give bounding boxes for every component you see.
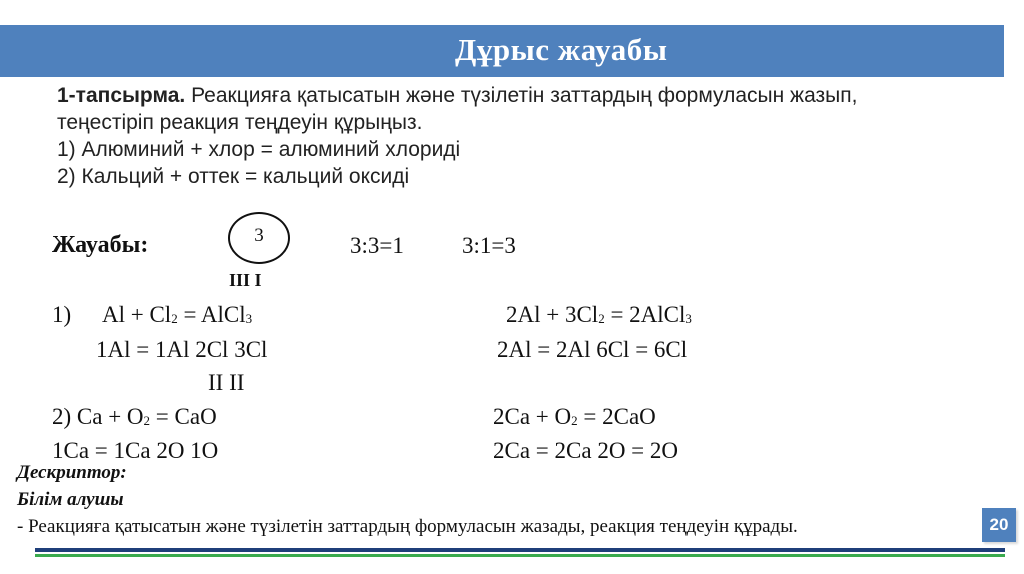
- reaction2-left: 2) $Ca + O_2$ = CaO: [52, 404, 217, 429]
- valences-1: III I: [229, 270, 262, 290]
- task-text-1: Реакцияға қатысатын және түзілетін заттардың формуласын жазып,: [185, 84, 858, 107]
- answer-label: Жауабы:: [52, 232, 149, 258]
- footer-rule-blue: [35, 548, 1005, 552]
- reaction1-left: $Al + Cl_2$ = AlCl$_3$: [102, 302, 253, 327]
- reaction2-atom-check: 1Ca = 1Ca 2O 1O: [52, 438, 219, 463]
- reaction1-balanced: $2Al + 3Cl_2$ = 2AlCl$_3$: [506, 302, 692, 327]
- task-item-1: 1) Алюминий + хлор = алюминий хлориді: [57, 138, 461, 161]
- circle-value: 3: [254, 225, 264, 246]
- reaction1-balanced-check: 2Al = 2Al 6Cl = 6Cl: [497, 337, 688, 362]
- task-line-1: [57, 82, 977, 109]
- descriptor-item: - Реакцияға қатысатын және түзілетін заттардың формуласын жазады, реакция теңдеуін құрады.: [17, 516, 798, 537]
- circled-lcm: [228, 212, 290, 264]
- reaction1-number: 1): [52, 302, 72, 327]
- task-item-2: 2) Кальций + оттек = кальций оксиді: [57, 165, 410, 188]
- reaction1-atom-check: 1Al = 1Al 2Cl 3Cl: [96, 337, 268, 362]
- descriptor-subtitle: Білім алушы: [17, 489, 124, 510]
- descriptor-title: Дескриптор:: [17, 462, 127, 483]
- task-block: [57, 82, 977, 190]
- valences-2: II II: [208, 370, 245, 395]
- reaction2-balanced-check: 2Ca = 2Ca 2O = 2O: [493, 438, 679, 463]
- reaction2-balanced: $2Ca + O_2 = 2CaO$: [493, 404, 656, 429]
- task-text-2: теңестіріп реакция теңдеуін құрыңыз.: [57, 111, 423, 134]
- footer-rule-green: [35, 554, 1005, 557]
- task-label: 1-тапсырма.: [57, 84, 186, 107]
- page-number-badge: 20: [982, 508, 1016, 542]
- ratio-1: 3:3=1: [350, 233, 404, 258]
- ratio-2: 3:1=3: [462, 233, 516, 258]
- slide-title: Дұрыс жауабы: [455, 32, 668, 67]
